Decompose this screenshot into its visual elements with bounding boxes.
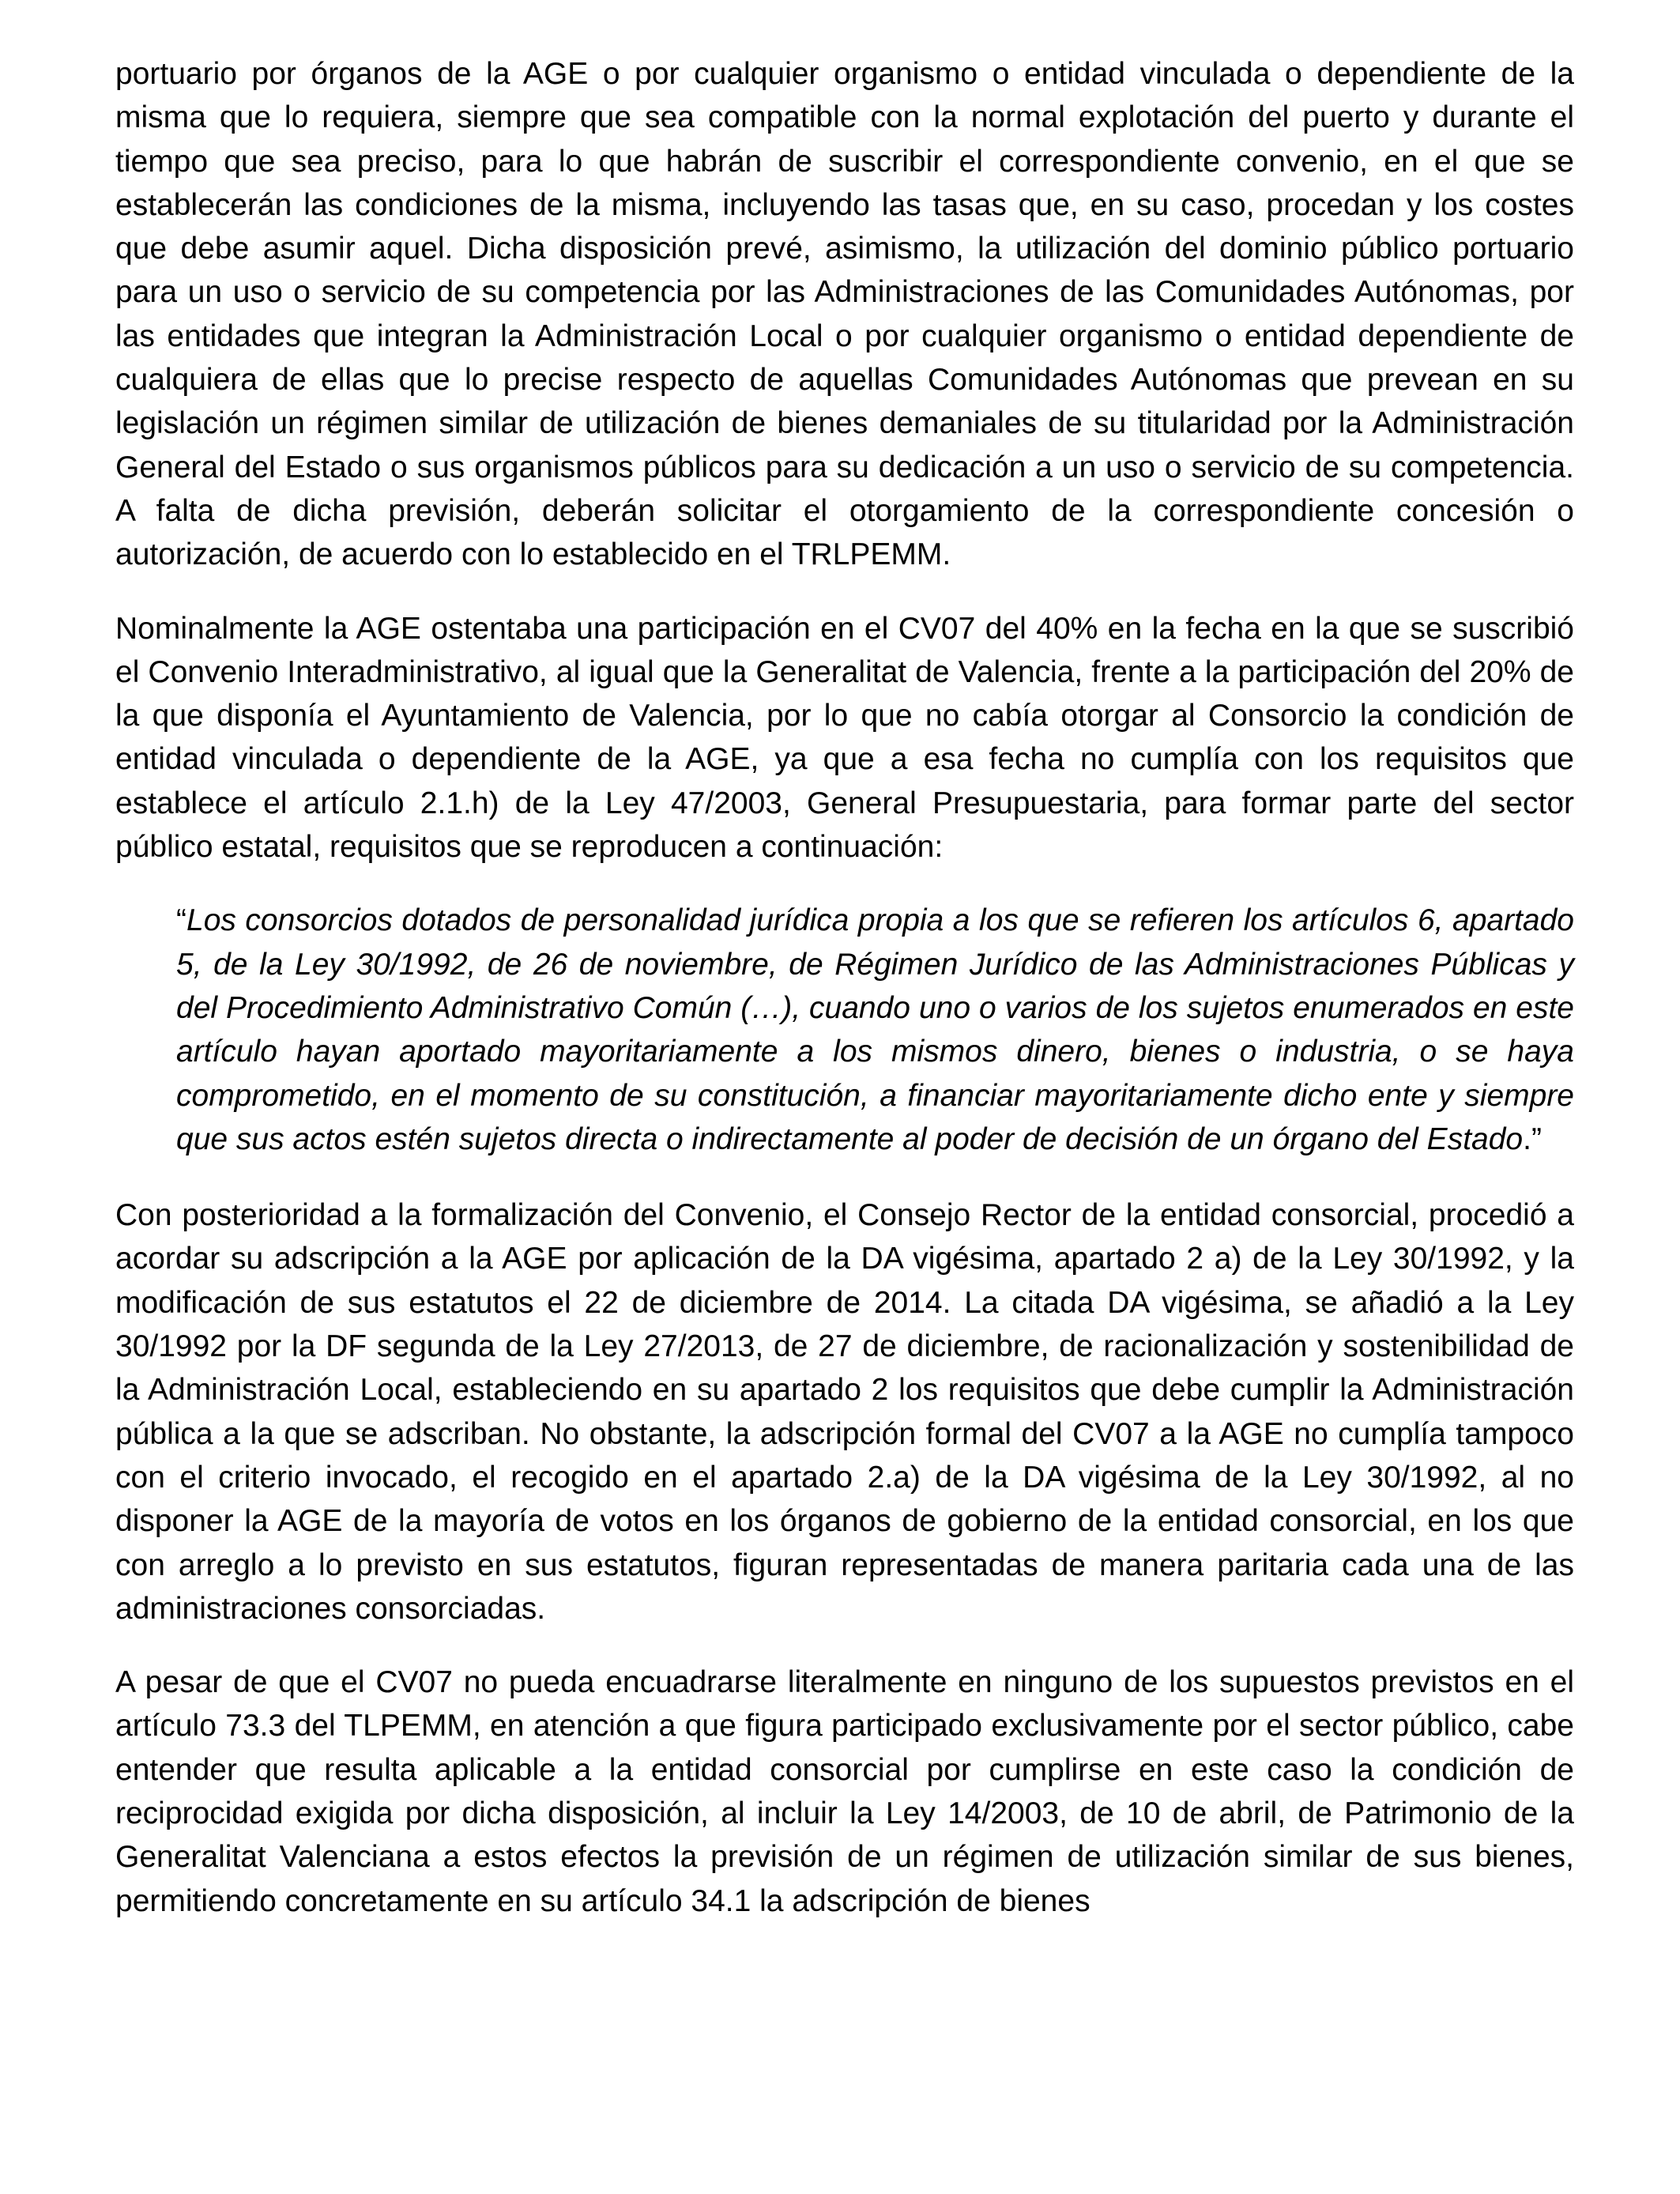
paragraph-1: portuario por órganos de la AGE o por cualquier organismo o entidad vinculada o dependiente de la misma que lo requiera, siempre que sea compatible con la normal explotación del puerto y durante el tiempo que sea preciso, para lo que habrán de suscribir el correspondiente convenio, en el que se establecerán las condiciones de la misma, incluyendo las tasas que, en su caso, procedan y los costes que debe asumir aquel. Dicha disposición prevé, asimismo, la utilización del dominio público portuario para un uso o servicio de su competencia por las Administraciones de las Comunidades Autónomas, por las entidades que integran la Administración Local o por cualquier organismo o entidad dependiente de cualquiera de ellas que lo precise respecto de aquellas Comunidades Autónomas que prevean en su legislación un régimen similar de utilización de bienes demaniales de su titularidad por la Administración General del Estado o sus organismos públicos para su dedicación a un uso o servicio de su competencia. A falta de dicha previsión, deberán solicitar el otorgamiento de la correspondiente concesión o autorización, de acuerdo con lo establecido en el TRLPEMM. — [115, 57, 1574, 572]
paragraph-2: Nominalmente la AGE ostentaba una participación en el CV07 del 40% en la fecha en la que se suscribió el Convenio Interadministrativo, al igual que la Generalitat de Valencia, frente a la participación del 20% de la que disponía el Ayuntamiento de Valencia, por lo que no cabía otorgar al Consorcio la condición de entidad vinculada o dependiente de la AGE, ya que a esa fecha no cumplía con los requisitos que establece el artículo 2.1.h) de la Ley 47/2003, General Presupuestaria, para formar parte del sector público estatal, requisitos que se reproducen a continuación: — [115, 611, 1574, 865]
legal-quote — [176, 899, 1574, 1161]
paragraph-4: A pesar de que el CV07 no pueda encuadrarse literalmente en ninguno de los supuestos previstos en el artículo 73.3 del TLPEMM, en atención a que figura participado exclusivamente por el sector público, cabe entender que resulta aplicable a la entidad consorcial por cumplirse en este caso la condición de reciprocidad exigida por dicha disposición, al incluir la Ley 14/2003, de 10 de abril, de Patrimonio de la Generalitat Valenciana a estos efectos la previsión de un régimen de utilización similar de sus bienes, permitiendo concretamente en su artículo 34.1 la adscripción de bienes — [115, 1665, 1574, 1918]
quote-text: Los consorcios dotados de personalidad jurídica propia a los que se refieren los artículos 6, apartado 5, de la Ley 30/1992, de 26 de noviembre, de Régimen Jurídico de las Administraciones Públicas y del Procedimiento Administrativo Común (…), cuando uno o varios de los sujetos enumerados en este artículo hayan aportado mayoritariamente a los mismos dinero, bienes o industria, o se haya comprometido, en el momento de su constitución, a financiar mayoritariamente dicho ente y siempre que sus actos estén sujetos directa o indirectamente al poder de decisión de un órgano del Estado — [176, 903, 1574, 1156]
quote-open-mark: “ — [176, 903, 186, 938]
document-body — [115, 52, 1574, 1953]
paragraph-3: Con posterioridad a la formalización del Convenio, el Consejo Rector de la entidad consorcial, procedió a acordar su adscripción a la AGE por aplicación de la DA vigésima, apartado 2 a) de la Ley 30/1992, y la modificación de sus estatutos el 22 de diciembre de 2014. La citada DA vigésima, se añadió a la Ley 30/1992 por la DF segunda de la Ley 27/2013, de 27 de diciembre, de racionalización y sostenibilidad de la Administración Local, estableciendo en su apartado 2 los requisitos que debe cumplir la Administración pública a la que se adscriban. No obstante, la adscripción formal del CV07 a la AGE no cumplía tampoco con el criterio invocado, el recogido en el apartado 2.a) de la DA vigésima de la Ley 30/1992, al no disponer la AGE de la mayoría de votos en los órganos de gobierno de la entidad consorcial, en los que con arreglo a lo previsto en sus estatutos, figuran representadas de manera paritaria cada una de las administraciones consorciadas. — [115, 1198, 1574, 1626]
quote-close-mark: .” — [1523, 1122, 1542, 1156]
